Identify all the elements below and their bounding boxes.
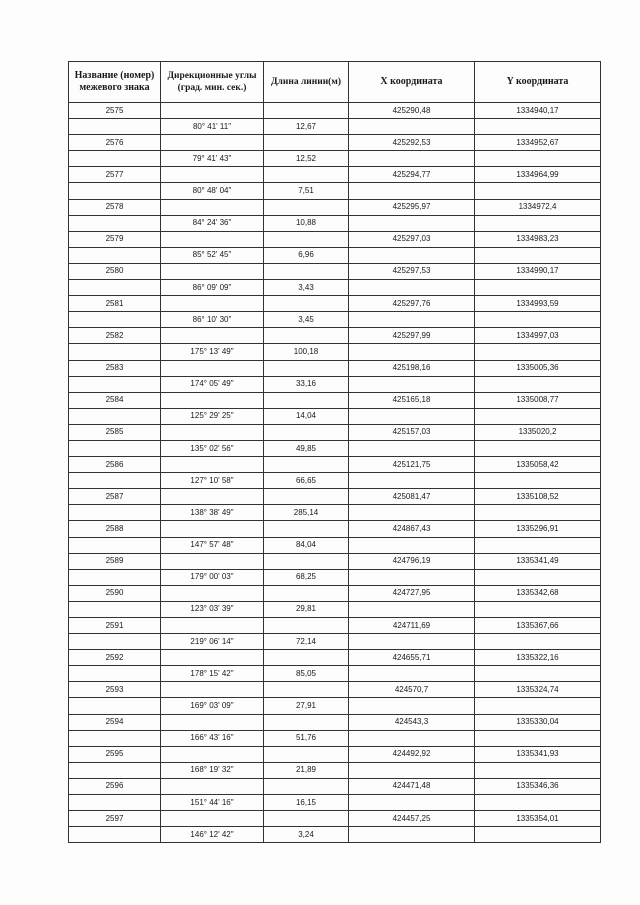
line-length-cell: 100,18 — [264, 344, 349, 360]
empty-cell — [349, 505, 475, 521]
x-coordinate-cell: 425294,77 — [349, 167, 475, 183]
segment-row — [69, 119, 601, 135]
line-length-cell: 12,52 — [264, 151, 349, 167]
empty-cell — [475, 280, 601, 296]
x-coordinate-cell: 425121,75 — [349, 457, 475, 473]
segment-row — [69, 569, 601, 585]
x-coordinate-cell: 425297,03 — [349, 231, 475, 247]
empty-cell — [161, 392, 264, 408]
marker-name-cell: 2581 — [69, 296, 161, 312]
point-row — [69, 489, 601, 505]
direction-angle-cell: 166° 43' 16" — [161, 730, 264, 746]
y-coordinate-cell: 1335296,91 — [475, 521, 601, 537]
empty-cell — [349, 280, 475, 296]
empty-cell — [349, 215, 475, 231]
empty-cell — [69, 634, 161, 650]
marker-name-cell: 2582 — [69, 328, 161, 344]
direction-angle-cell: 135° 02' 56" — [161, 440, 264, 456]
empty-cell — [349, 827, 475, 843]
empty-cell — [161, 682, 264, 698]
empty-cell — [349, 730, 475, 746]
point-row — [69, 778, 601, 794]
direction-angle-cell: 179° 00' 03" — [161, 569, 264, 585]
marker-name-cell: 2586 — [69, 457, 161, 473]
direction-angle-cell: 127° 10' 58" — [161, 473, 264, 489]
marker-name-cell: 2587 — [69, 489, 161, 505]
point-row — [69, 360, 601, 376]
marker-name-cell: 2588 — [69, 521, 161, 537]
line-length-cell: 85,05 — [264, 666, 349, 682]
marker-name-cell: 2593 — [69, 682, 161, 698]
line-length-cell: 51,76 — [264, 730, 349, 746]
empty-cell — [69, 601, 161, 617]
y-coordinate-cell: 1335341,49 — [475, 553, 601, 569]
marker-name-cell: 2575 — [69, 103, 161, 119]
line-length-cell: 10,88 — [264, 215, 349, 231]
header-marker-name: Название (номер) межевого знака — [69, 62, 161, 103]
segment-row — [69, 730, 601, 746]
line-length-cell: 12,67 — [264, 119, 349, 135]
y-coordinate-cell: 1334972,4 — [475, 199, 601, 215]
empty-cell — [264, 135, 349, 151]
empty-cell — [69, 666, 161, 682]
empty-cell — [349, 762, 475, 778]
segment-row — [69, 215, 601, 231]
empty-cell — [475, 151, 601, 167]
direction-angle-cell: 138° 38' 49" — [161, 505, 264, 521]
empty-cell — [475, 376, 601, 392]
empty-cell — [349, 376, 475, 392]
point-row — [69, 263, 601, 279]
empty-cell — [475, 762, 601, 778]
y-coordinate-cell: 1335354,01 — [475, 811, 601, 827]
empty-cell — [69, 312, 161, 328]
empty-cell — [161, 199, 264, 215]
x-coordinate-cell: 424471,48 — [349, 778, 475, 794]
x-coordinate-cell: 425157,03 — [349, 424, 475, 440]
empty-cell — [264, 296, 349, 312]
empty-cell — [161, 746, 264, 762]
y-coordinate-cell: 1334997,03 — [475, 328, 601, 344]
empty-cell — [69, 730, 161, 746]
x-coordinate-cell: 424796,19 — [349, 553, 475, 569]
y-coordinate-cell: 1334993,59 — [475, 296, 601, 312]
direction-angle-cell: 178° 15' 42" — [161, 666, 264, 682]
header-direction-angle: Дирекционные углы (град. мин. сек.) — [161, 62, 264, 103]
segment-row — [69, 537, 601, 553]
empty-cell — [161, 167, 264, 183]
empty-cell — [264, 392, 349, 408]
segment-row — [69, 151, 601, 167]
direction-angle-cell: 80° 41' 11" — [161, 119, 264, 135]
segment-row — [69, 408, 601, 424]
line-length-cell: 29,81 — [264, 601, 349, 617]
empty-cell — [69, 569, 161, 585]
direction-angle-cell: 125° 29' 25" — [161, 408, 264, 424]
empty-cell — [69, 247, 161, 263]
empty-cell — [475, 634, 601, 650]
point-row — [69, 424, 601, 440]
empty-cell — [349, 601, 475, 617]
line-length-cell: 72,14 — [264, 634, 349, 650]
direction-angle-cell: 86° 10' 30" — [161, 312, 264, 328]
direction-angle-cell: 169° 03' 09" — [161, 698, 264, 714]
point-row — [69, 167, 601, 183]
empty-cell — [349, 151, 475, 167]
segment-row — [69, 698, 601, 714]
empty-cell — [69, 215, 161, 231]
x-coordinate-cell: 425198,16 — [349, 360, 475, 376]
direction-angle-cell: 175° 13' 49" — [161, 344, 264, 360]
marker-name-cell: 2583 — [69, 360, 161, 376]
line-length-cell: 49,85 — [264, 440, 349, 456]
x-coordinate-cell: 424457,25 — [349, 811, 475, 827]
header-line-length: Длина линии(м) — [264, 62, 349, 103]
y-coordinate-cell: 1335341,93 — [475, 746, 601, 762]
empty-cell — [161, 296, 264, 312]
direction-angle-cell: 146° 12' 42" — [161, 827, 264, 843]
empty-cell — [161, 457, 264, 473]
segment-row — [69, 473, 601, 489]
empty-cell — [264, 328, 349, 344]
x-coordinate-cell: 424867,43 — [349, 521, 475, 537]
marker-name-cell: 2592 — [69, 650, 161, 666]
empty-cell — [475, 440, 601, 456]
header-x-coordinate: X координата — [349, 62, 475, 103]
point-row — [69, 650, 601, 666]
line-length-cell: 285,14 — [264, 505, 349, 521]
marker-name-cell: 2594 — [69, 714, 161, 730]
empty-cell — [69, 473, 161, 489]
marker-name-cell: 2585 — [69, 424, 161, 440]
empty-cell — [264, 360, 349, 376]
direction-angle-cell: 85° 52' 45" — [161, 247, 264, 263]
empty-cell — [264, 746, 349, 762]
boundary-coordinates-table — [68, 61, 601, 843]
line-length-cell: 14,04 — [264, 408, 349, 424]
empty-cell — [69, 505, 161, 521]
point-row — [69, 392, 601, 408]
empty-cell — [264, 103, 349, 119]
x-coordinate-cell: 424543,3 — [349, 714, 475, 730]
segment-row — [69, 601, 601, 617]
empty-cell — [475, 827, 601, 843]
y-coordinate-cell: 1334940,17 — [475, 103, 601, 119]
empty-cell — [475, 698, 601, 714]
segment-row — [69, 440, 601, 456]
direction-angle-cell: 123° 03' 39" — [161, 601, 264, 617]
direction-angle-cell: 86° 09' 09" — [161, 280, 264, 296]
empty-cell — [161, 714, 264, 730]
line-length-cell: 84,04 — [264, 537, 349, 553]
x-coordinate-cell: 425297,99 — [349, 328, 475, 344]
x-coordinate-cell: 425295,97 — [349, 199, 475, 215]
empty-cell — [69, 795, 161, 811]
segment-row — [69, 634, 601, 650]
empty-cell — [69, 440, 161, 456]
empty-cell — [69, 762, 161, 778]
empty-cell — [69, 119, 161, 135]
empty-cell — [349, 569, 475, 585]
point-row — [69, 103, 601, 119]
empty-cell — [475, 408, 601, 424]
empty-cell — [264, 167, 349, 183]
empty-cell — [475, 569, 601, 585]
point-row — [69, 682, 601, 698]
segment-row — [69, 183, 601, 199]
point-row — [69, 618, 601, 634]
y-coordinate-cell: 1335322,16 — [475, 650, 601, 666]
empty-cell — [69, 151, 161, 167]
y-coordinate-cell: 1335346,36 — [475, 778, 601, 794]
segment-row — [69, 827, 601, 843]
segment-row — [69, 762, 601, 778]
empty-cell — [264, 618, 349, 634]
x-coordinate-cell: 424570,7 — [349, 682, 475, 698]
point-row — [69, 521, 601, 537]
empty-cell — [264, 489, 349, 505]
empty-cell — [161, 231, 264, 247]
marker-name-cell: 2578 — [69, 199, 161, 215]
empty-cell — [349, 312, 475, 328]
marker-name-cell: 2589 — [69, 553, 161, 569]
line-length-cell: 21,89 — [264, 762, 349, 778]
empty-cell — [349, 666, 475, 682]
empty-cell — [264, 457, 349, 473]
x-coordinate-cell: 425165,18 — [349, 392, 475, 408]
direction-angle-cell: 151° 44' 16" — [161, 795, 264, 811]
point-row — [69, 328, 601, 344]
point-row — [69, 231, 601, 247]
empty-cell — [349, 119, 475, 135]
empty-cell — [475, 473, 601, 489]
point-row — [69, 585, 601, 601]
empty-cell — [475, 344, 601, 360]
empty-cell — [349, 634, 475, 650]
segment-row — [69, 376, 601, 392]
marker-name-cell: 2597 — [69, 811, 161, 827]
point-row — [69, 457, 601, 473]
empty-cell — [475, 215, 601, 231]
line-length-cell: 33,16 — [264, 376, 349, 392]
y-coordinate-cell: 1335342,68 — [475, 585, 601, 601]
y-coordinate-cell: 1334964,99 — [475, 167, 601, 183]
empty-cell — [161, 585, 264, 601]
empty-cell — [475, 183, 601, 199]
empty-cell — [161, 328, 264, 344]
line-length-cell: 68,25 — [264, 569, 349, 585]
x-coordinate-cell: 424711,69 — [349, 618, 475, 634]
empty-cell — [349, 344, 475, 360]
empty-cell — [69, 280, 161, 296]
x-coordinate-cell: 425292,53 — [349, 135, 475, 151]
line-length-cell: 3,45 — [264, 312, 349, 328]
y-coordinate-cell: 1334990,17 — [475, 263, 601, 279]
empty-cell — [161, 521, 264, 537]
empty-cell — [161, 263, 264, 279]
y-coordinate-cell: 1335367,66 — [475, 618, 601, 634]
empty-cell — [264, 714, 349, 730]
x-coordinate-cell: 425081,47 — [349, 489, 475, 505]
empty-cell — [69, 408, 161, 424]
line-length-cell: 3,43 — [264, 280, 349, 296]
empty-cell — [475, 119, 601, 135]
empty-cell — [475, 537, 601, 553]
point-row — [69, 135, 601, 151]
header-y-coordinate: Y координата — [475, 62, 601, 103]
empty-cell — [69, 537, 161, 553]
marker-name-cell: 2595 — [69, 746, 161, 762]
point-row — [69, 746, 601, 762]
segment-row — [69, 344, 601, 360]
point-row — [69, 714, 601, 730]
empty-cell — [349, 247, 475, 263]
point-row — [69, 199, 601, 215]
direction-angle-cell: 147° 57' 48" — [161, 537, 264, 553]
line-length-cell: 7,51 — [264, 183, 349, 199]
empty-cell — [161, 618, 264, 634]
empty-cell — [264, 650, 349, 666]
empty-cell — [69, 698, 161, 714]
empty-cell — [349, 440, 475, 456]
empty-cell — [161, 360, 264, 376]
x-coordinate-cell: 424492,92 — [349, 746, 475, 762]
line-length-cell: 16,15 — [264, 795, 349, 811]
marker-name-cell: 2596 — [69, 778, 161, 794]
empty-cell — [349, 537, 475, 553]
empty-cell — [69, 183, 161, 199]
empty-cell — [161, 135, 264, 151]
marker-name-cell: 2579 — [69, 231, 161, 247]
empty-cell — [475, 795, 601, 811]
marker-name-cell: 2591 — [69, 618, 161, 634]
y-coordinate-cell: 1335005,36 — [475, 360, 601, 376]
empty-cell — [69, 344, 161, 360]
direction-angle-cell: 219° 06' 14" — [161, 634, 264, 650]
x-coordinate-cell: 424655,71 — [349, 650, 475, 666]
empty-cell — [475, 247, 601, 263]
marker-name-cell: 2584 — [69, 392, 161, 408]
empty-cell — [264, 553, 349, 569]
point-row — [69, 296, 601, 312]
empty-cell — [349, 795, 475, 811]
line-length-cell: 6,96 — [264, 247, 349, 263]
y-coordinate-cell: 1334952,67 — [475, 135, 601, 151]
empty-cell — [264, 231, 349, 247]
y-coordinate-cell: 1335330,04 — [475, 714, 601, 730]
x-coordinate-cell: 425290,48 — [349, 103, 475, 119]
y-coordinate-cell: 1335108,52 — [475, 489, 601, 505]
empty-cell — [475, 666, 601, 682]
segment-row — [69, 795, 601, 811]
empty-cell — [349, 698, 475, 714]
empty-cell — [264, 811, 349, 827]
empty-cell — [161, 811, 264, 827]
marker-name-cell: 2577 — [69, 167, 161, 183]
line-length-cell: 27,91 — [264, 698, 349, 714]
empty-cell — [264, 682, 349, 698]
empty-cell — [475, 505, 601, 521]
empty-cell — [161, 650, 264, 666]
empty-cell — [475, 312, 601, 328]
empty-cell — [264, 424, 349, 440]
empty-cell — [161, 778, 264, 794]
segment-row — [69, 666, 601, 682]
segment-row — [69, 505, 601, 521]
direction-angle-cell: 168° 19' 32" — [161, 762, 264, 778]
y-coordinate-cell: 1335324,74 — [475, 682, 601, 698]
empty-cell — [161, 103, 264, 119]
y-coordinate-cell: 1335020,2 — [475, 424, 601, 440]
empty-cell — [264, 778, 349, 794]
line-length-cell: 66,65 — [264, 473, 349, 489]
segment-row — [69, 247, 601, 263]
direction-angle-cell: 80° 48' 04" — [161, 183, 264, 199]
direction-angle-cell: 84° 24' 36" — [161, 215, 264, 231]
y-coordinate-cell: 1335008,77 — [475, 392, 601, 408]
x-coordinate-cell: 425297,76 — [349, 296, 475, 312]
empty-cell — [475, 601, 601, 617]
empty-cell — [264, 521, 349, 537]
empty-cell — [264, 585, 349, 601]
marker-name-cell: 2576 — [69, 135, 161, 151]
segment-row — [69, 312, 601, 328]
empty-cell — [349, 473, 475, 489]
direction-angle-cell: 79° 41' 43" — [161, 151, 264, 167]
marker-name-cell: 2590 — [69, 585, 161, 601]
empty-cell — [161, 424, 264, 440]
x-coordinate-cell: 425297,53 — [349, 263, 475, 279]
empty-cell — [349, 408, 475, 424]
direction-angle-cell: 174° 05' 49" — [161, 376, 264, 392]
empty-cell — [349, 183, 475, 199]
point-row — [69, 553, 601, 569]
table-header-row — [69, 62, 601, 103]
x-coordinate-cell: 424727,95 — [349, 585, 475, 601]
segment-row — [69, 280, 601, 296]
empty-cell — [69, 827, 161, 843]
line-length-cell: 3,24 — [264, 827, 349, 843]
y-coordinate-cell: 1334983,23 — [475, 231, 601, 247]
empty-cell — [69, 376, 161, 392]
empty-cell — [161, 553, 264, 569]
empty-cell — [264, 263, 349, 279]
empty-cell — [264, 199, 349, 215]
marker-name-cell: 2580 — [69, 263, 161, 279]
point-row — [69, 811, 601, 827]
empty-cell — [475, 730, 601, 746]
y-coordinate-cell: 1335058,42 — [475, 457, 601, 473]
empty-cell — [161, 489, 264, 505]
